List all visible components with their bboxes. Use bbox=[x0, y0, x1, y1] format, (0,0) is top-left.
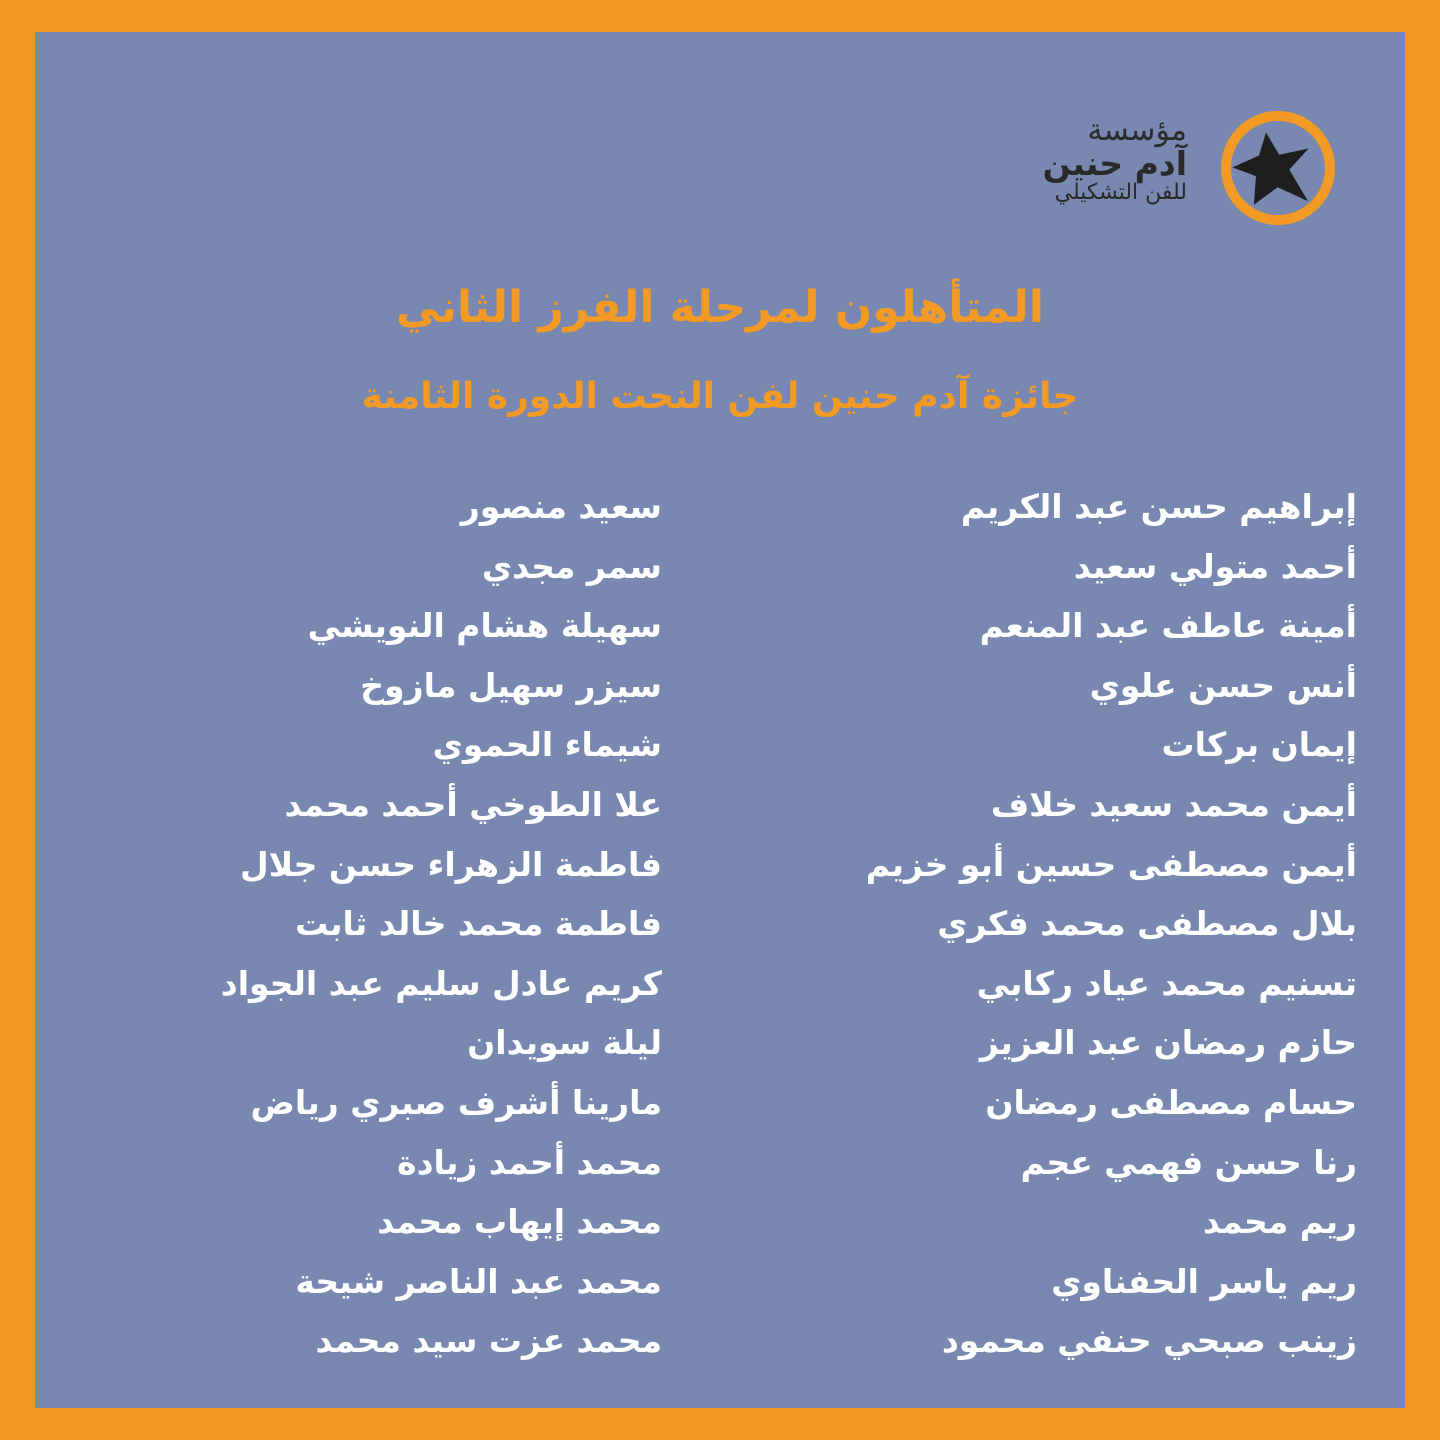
qualifier-name: محمد إيهاب محمد bbox=[377, 1202, 662, 1242]
qualifier-name: أمينة عاطف عبد المنعم bbox=[979, 606, 1357, 646]
qualifier-name: محمد عزت سيد محمد bbox=[315, 1321, 662, 1361]
qualifier-name: علا الطوخي أحمد محمد bbox=[284, 784, 662, 824]
qualifier-name: سهيلة هشام النويشي bbox=[307, 606, 662, 646]
logo-line-name: آدم حنين bbox=[1042, 143, 1187, 183]
qualifier-name: فاطمة محمد خالد ثابت bbox=[295, 904, 662, 944]
page-title: المتأهلون لمرحلة الفرز الثاني bbox=[396, 282, 1044, 333]
qualifier-name: حازم رمضان عبد العزيز bbox=[979, 1023, 1357, 1063]
qualifier-name: تسنيم محمد عياد ركابي bbox=[976, 963, 1357, 1003]
page-subtitle: جائزة آدم حنين لفن النحت الدورة الثامنة bbox=[361, 376, 1079, 417]
qualifier-name: بلال مصطفى محمد فكري bbox=[937, 904, 1357, 944]
qualifier-name: محمد عبد الناصر شيحة bbox=[295, 1261, 662, 1301]
qualifier-name: زينب صبحي حنفي محمود bbox=[941, 1321, 1357, 1361]
qualifier-name: ليلة سويدان bbox=[467, 1023, 662, 1063]
star-in-circle-icon bbox=[1219, 109, 1337, 227]
content-panel bbox=[35, 32, 1405, 1408]
qualifier-name: ريم محمد bbox=[1202, 1202, 1357, 1242]
foundation-logo bbox=[1037, 109, 1337, 229]
qualifier-name: أيمن مصطفى حسين أبو خزيم bbox=[865, 844, 1357, 884]
qualifier-name: ريم ياسر الحفناوي bbox=[1051, 1261, 1357, 1301]
qualifiers-list-left bbox=[62, 477, 662, 1371]
qualifier-name: حسام مصطفى رمضان bbox=[985, 1082, 1357, 1122]
qualifier-name: كريم عادل سليم عبد الجواد bbox=[220, 963, 662, 1003]
qualifier-name: فاطمة الزهراء حسن جلال bbox=[239, 844, 662, 884]
qualifier-name: رنا حسن فهمي عجم bbox=[1020, 1142, 1357, 1182]
qualifier-name: محمد أحمد زيادة bbox=[397, 1142, 662, 1182]
qualifier-name: سيزر سهيل مازوخ bbox=[360, 665, 662, 705]
qualifier-name: أنس حسن علوي bbox=[1089, 665, 1357, 705]
logo-text bbox=[1027, 115, 1187, 204]
qualifier-name: سمر مجدي bbox=[481, 546, 662, 586]
logo-line-foundation: مؤسسة bbox=[1087, 113, 1187, 148]
qualifier-name: سعيد منصور bbox=[460, 487, 662, 526]
qualifier-name: إيمان بركات bbox=[1161, 725, 1357, 765]
qualifiers-list-right bbox=[737, 477, 1357, 1371]
qualifier-name: إبراهيم حسن عبد الكريم bbox=[960, 487, 1357, 526]
logo-line-art: للفن التشكيلي bbox=[1054, 180, 1187, 206]
qualifier-name: أيمن محمد سعيد خلاف bbox=[990, 784, 1357, 824]
qualifier-name: شيماء الحموي bbox=[432, 725, 662, 765]
qualifier-name: أحمد متولي سعيد bbox=[1073, 546, 1357, 586]
qualifier-name: مارينا أشرف صبري رياض bbox=[250, 1082, 662, 1122]
